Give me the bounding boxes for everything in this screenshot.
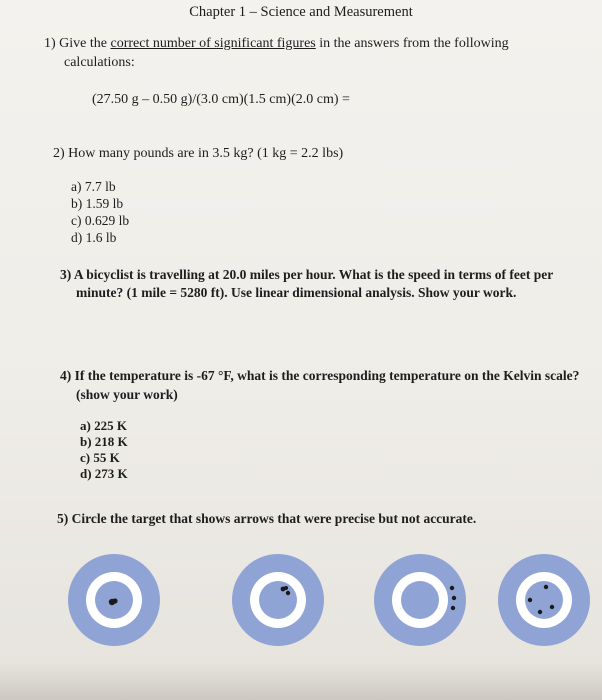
target-c-arrow-hit <box>451 606 455 610</box>
question-3-show-work: Show your work. <box>417 285 517 300</box>
question-1 <box>44 35 509 53</box>
target-a-arrow-hit <box>112 598 117 603</box>
target-a[interactable] <box>68 554 160 646</box>
question-1-formula: (27.50 g – 0.50 g)/(3.0 cm)(1.5 cm)(2.0 cm) = <box>92 92 350 107</box>
question-4-option-d: d) 273 K <box>80 466 128 481</box>
target-c-arrow-hit <box>452 596 456 600</box>
question-2-option-c: c) 0.629 lb <box>71 213 130 228</box>
target-d-arrow-hit <box>538 610 542 614</box>
target-c-arrow-hit <box>450 586 454 590</box>
target-d[interactable] <box>498 554 590 646</box>
target-c-bullseye <box>401 581 439 619</box>
question-4-option-b: b) 218 K <box>80 434 128 449</box>
question-1-text-b: in the answers from the following <box>315 36 509 51</box>
question-2-option-b: b) 1.59 lb <box>71 196 124 211</box>
page-bottom-shadow <box>0 662 602 700</box>
question-1-line-2: calculations: <box>64 55 135 70</box>
question-1-text-a: Give the <box>59 36 111 51</box>
target-d-arrow-hit <box>550 605 554 609</box>
target-c[interactable] <box>374 554 466 646</box>
question-2-option-a: a) 7.7 lb <box>71 179 116 194</box>
question-4-line-2: (show your work) <box>76 387 178 402</box>
question-3-line-2-text: minute? (1 mile = 5280 ft). Use linear dimensional analysis. <box>76 285 418 300</box>
question-3-line-1: 3) A bicyclist is travelling at 20.0 miles per hour. What is the speed in terms of feet per <box>60 267 554 282</box>
question-4-line-1: 4) If the temperature is -67 °F, what is the corresponding temperature on the Kelvin scale? <box>60 368 580 383</box>
target-b-arrow-hit <box>286 591 290 595</box>
question-3-line-2 <box>76 284 516 302</box>
page-title: Chapter 1 – Science and Measurement <box>189 4 413 20</box>
question-4-option-a: a) 225 K <box>80 418 127 433</box>
question-5: 5) Circle the target that shows arrows that were precise but not accurate. <box>57 511 477 526</box>
target-d-arrow-hit <box>544 585 548 589</box>
target-b[interactable] <box>232 554 324 646</box>
target-b-arrow-hit <box>284 586 288 590</box>
targets-row <box>0 550 602 660</box>
target-d-arrow-hit <box>528 598 532 602</box>
question-2: 2) How many pounds are in 3.5 kg? (1 kg = 2.2 lbs) <box>53 146 344 161</box>
question-4-option-c: c) 55 K <box>80 450 120 465</box>
question-2-option-d: d) 1.6 lb <box>71 230 117 245</box>
question-1-number: 1) <box>44 36 56 51</box>
target-b-bullseye <box>259 581 297 619</box>
question-1-underlined-text: correct number of significant figures <box>110 36 316 51</box>
